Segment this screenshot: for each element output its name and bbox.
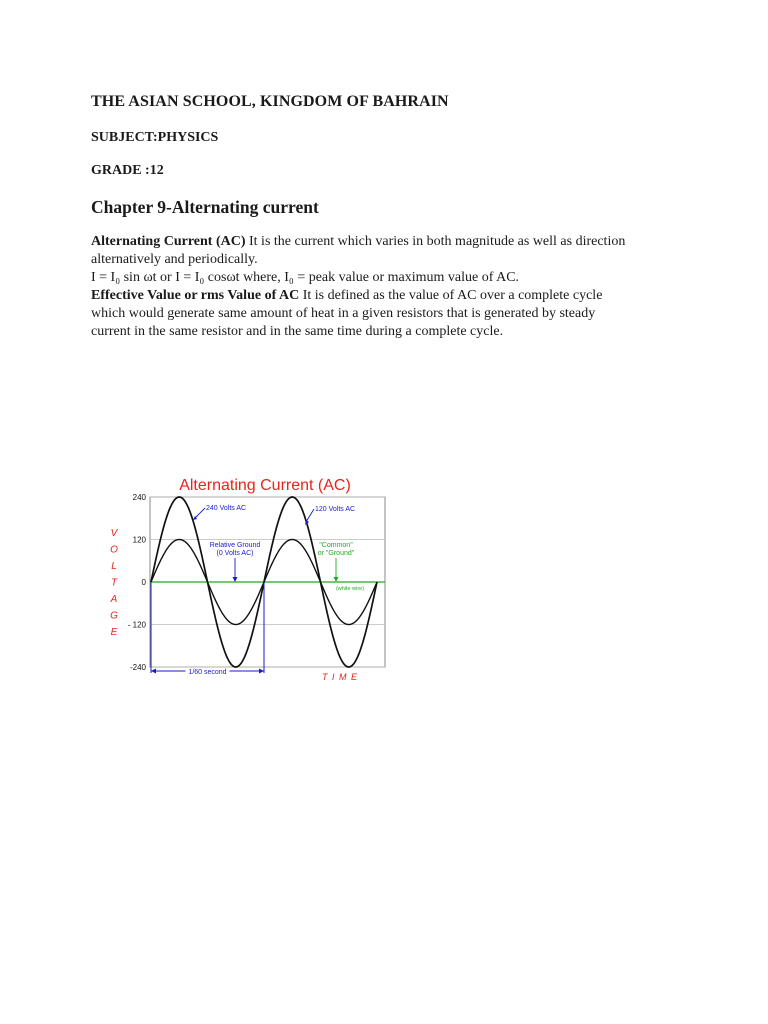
body-text: [91, 233, 691, 341]
ac-term: Alternating Current (AC): [91, 234, 246, 249]
grade-line: GRADE :12: [91, 163, 164, 178]
period-label: 1/60 second: [188, 669, 227, 676]
annotation-common-2: or "Ground": [317, 550, 355, 557]
school-name: THE ASIAN SCHOOL, KINGDOM OF BAHRAIN: [91, 93, 449, 110]
formula-line: I = I₀ sin ωt or I = I₀ cosωt where, I₀ = peak value or maximum value of AC.: [91, 270, 520, 285]
period-arrow-right: [259, 669, 264, 674]
rms-definition-line-1: [91, 287, 691, 305]
y-axis-label: [110, 528, 119, 638]
annotation-rel-ground-1: Relative Ground: [209, 542, 261, 549]
y-axis-letter: A: [110, 594, 118, 605]
rms-definition-line-3: current in the same resistor and in the same time during a complete cycle.: [91, 324, 504, 339]
period-arrow-left: [151, 669, 156, 674]
ac-definition-text: It is the current which varies in both magnitude as well as direction: [245, 234, 626, 249]
annotation-120v: 120 Volts AC: [315, 506, 356, 513]
y-tick-label: -240: [129, 663, 146, 672]
ac-chart: [100, 470, 400, 690]
y-axis-letter: E: [110, 627, 118, 638]
x-axis-label: T I M E: [322, 672, 358, 682]
y-tick-label: - 120: [127, 620, 146, 630]
annotation-240v: 240 Volts AC: [206, 505, 247, 512]
ac-chart-svg: [100, 470, 400, 690]
y-axis-letter: O: [110, 544, 118, 556]
y-tick-label: 240: [132, 493, 146, 502]
y-tick-labels: [128, 493, 147, 672]
annotation-white-wire: (white wire): [335, 586, 365, 592]
chapter-title: Chapter 9-Alternating current: [91, 197, 319, 217]
ac-definition-line-2: alternatively and periodically.: [91, 252, 258, 267]
rms-definition-text: It is defined as the value of AC over a complete cycle: [299, 288, 603, 303]
ac-definition-line-1: [91, 233, 691, 251]
y-tick-label: 120: [132, 535, 146, 545]
rms-definition-line-2: which would generate same amount of heat in a given resistors that is generated by steady: [91, 306, 596, 321]
y-tick-label: 0: [141, 578, 146, 587]
y-axis-letter: V: [110, 528, 118, 539]
chart-title: Alternating Current (AC): [179, 477, 351, 494]
y-axis-letter: L: [111, 561, 117, 572]
subject-line: SUBJECT:PHYSICS: [91, 130, 219, 145]
annotation-common-1: "Common": [319, 542, 353, 549]
y-axis-letter: G: [110, 610, 118, 622]
grid: [150, 497, 385, 667]
rms-term: Effective Value or rms Value of AC: [91, 288, 300, 303]
annotation-rel-ground-2: (0 Volts AC): [216, 550, 254, 557]
y-axis-letter: T: [110, 577, 118, 589]
